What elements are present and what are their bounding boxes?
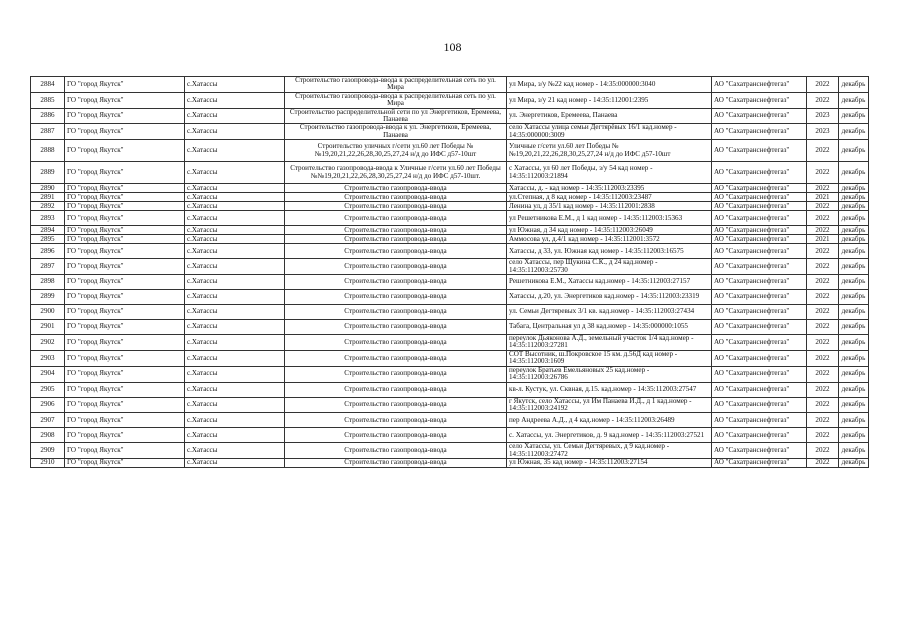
object-address-cell: Ленина ул, д 35/1 кад номер - 14:35:112001:2838 (507, 202, 712, 211)
settlement-cell: с.Хатассы (185, 290, 285, 305)
object-address-cell: село Хатассы, пер Щукина С.К., д 24 кад.номер - 14:35:112003:25730 (507, 259, 712, 275)
completion-year-cell: 2023 (807, 124, 839, 140)
owner-organization-cell: АО "Сахатранснефтегаз" (712, 140, 807, 162)
municipality-cell: ГО "город Якутск" (65, 124, 185, 140)
settlement-cell: с.Хатассы (185, 235, 285, 244)
completion-year-cell: 2022 (807, 140, 839, 162)
municipality-cell: ГО "город Якутск" (65, 275, 185, 290)
table-row (31, 397, 869, 413)
row-number-cell: 2910 (31, 459, 65, 468)
municipality-cell: ГО "город Якутск" (65, 226, 185, 235)
object-name-cell: Строительство газопровода-ввода (285, 202, 507, 211)
table-row (31, 366, 869, 382)
row-number-cell: 2891 (31, 193, 65, 202)
settlement-cell: с.Хатассы (185, 226, 285, 235)
table-row (31, 108, 869, 124)
completion-month-cell: декабрь (839, 320, 869, 335)
completion-month-cell: декабрь (839, 193, 869, 202)
settlement-cell: с.Хатассы (185, 350, 285, 366)
completion-month-cell: декабрь (839, 335, 869, 351)
owner-organization-cell: АО "Сахатранснефтегаз" (712, 211, 807, 226)
completion-month-cell: декабрь (839, 366, 869, 382)
completion-month-cell: декабрь (839, 259, 869, 275)
completion-year-cell: 2021 (807, 193, 839, 202)
municipality-cell: ГО "город Якутск" (65, 259, 185, 275)
object-address-cell: ул. Семьи Дегтяревых 3/1 кв. кад.номер - 14:35:112003:27434 (507, 305, 712, 320)
owner-organization-cell: АО "Сахатранснефтегаз" (712, 193, 807, 202)
table-row (31, 413, 869, 428)
completion-year-cell: 2022 (807, 413, 839, 428)
row-number-cell: 2908 (31, 428, 65, 443)
owner-organization-cell: АО "Сахатранснефтегаз" (712, 459, 807, 468)
owner-organization-cell: АО "Сахатранснефтегаз" (712, 226, 807, 235)
completion-month-cell: декабрь (839, 124, 869, 140)
object-name-cell: Строительство газопровода-ввода (285, 366, 507, 382)
object-name-cell: Строительство газопровода-ввода (285, 382, 507, 397)
municipality-cell: ГО "город Якутск" (65, 235, 185, 244)
municipality-cell: ГО "город Якутск" (65, 443, 185, 459)
object-address-cell: Хатассы, д 33, ул. Южная кад номер - 14:35:112003:16575 (507, 244, 712, 259)
owner-organization-cell: АО "Сахатранснефтегаз" (712, 244, 807, 259)
settlement-cell: с.Хатассы (185, 259, 285, 275)
row-number-cell: 2888 (31, 140, 65, 162)
owner-organization-cell: АО "Сахатранснефтегаз" (712, 382, 807, 397)
completion-month-cell: декабрь (839, 77, 869, 93)
municipality-cell: ГО "город Якутск" (65, 244, 185, 259)
table-row (31, 259, 869, 275)
object-name-cell: Строительство газопровода-ввода (285, 443, 507, 459)
completion-year-cell: 2022 (807, 259, 839, 275)
owner-organization-cell: АО "Сахатранснефтегаз" (712, 428, 807, 443)
owner-organization-cell: АО "Сахатранснефтегаз" (712, 413, 807, 428)
owner-organization-cell: АО "Сахатранснефтегаз" (712, 259, 807, 275)
settlement-cell: с.Хатассы (185, 275, 285, 290)
row-number-cell: 2904 (31, 366, 65, 382)
owner-organization-cell: АО "Сахатранснефтегаз" (712, 124, 807, 140)
completion-year-cell: 2022 (807, 397, 839, 413)
object-address-cell: переулок Дьяконова А.Д., земельный участок 1/4 кад.номер - 14:35:112003:27281 (507, 335, 712, 351)
municipality-cell: ГО "город Якутск" (65, 92, 185, 108)
owner-organization-cell: АО "Сахатранснефтегаз" (712, 235, 807, 244)
completion-month-cell: декабрь (839, 305, 869, 320)
municipality-cell: ГО "город Якутск" (65, 184, 185, 193)
completion-month-cell: декабрь (839, 290, 869, 305)
object-address-cell: Табага, Центральная ул д 38 кад.номер - 14:35:000000:1055 (507, 320, 712, 335)
object-address-cell: переулок Братьев Емельяновых 25 кад.номер - 14:35:112003:26786 (507, 366, 712, 382)
row-number-cell: 2906 (31, 397, 65, 413)
completion-month-cell: декабрь (839, 226, 869, 235)
completion-month-cell: декабрь (839, 350, 869, 366)
completion-month-cell: декабрь (839, 108, 869, 124)
owner-organization-cell: АО "Сахатранснефтегаз" (712, 366, 807, 382)
settlement-cell: с.Хатассы (185, 320, 285, 335)
completion-year-cell: 2022 (807, 290, 839, 305)
owner-organization-cell: АО "Сахатранснефтегаз" (712, 108, 807, 124)
completion-year-cell: 2022 (807, 443, 839, 459)
object-address-cell: с Хатассы, ул 60 лет Победы, з/у 54 кад номер - 14:35:112003:21894 (507, 162, 712, 184)
object-address-cell: с. Хатассы, ул. Энергетиков, д. 9 кад.номер - 14:35:112003:27521 (507, 428, 712, 443)
completion-year-cell: 2022 (807, 211, 839, 226)
object-name-cell: Строительство газопровода-ввода (285, 413, 507, 428)
row-number-cell: 2895 (31, 235, 65, 244)
table-row (31, 184, 869, 193)
completion-year-cell: 2022 (807, 77, 839, 93)
object-address-cell: село Хатассы улица семьи Дегтярёвых 16/1 кад.номер - 14:35:000000:3009 (507, 124, 712, 140)
object-address-cell: Решетникова Е.М., Хатассы кад.номер - 14:35:112003:27157 (507, 275, 712, 290)
table-row (31, 140, 869, 162)
row-number-cell: 2899 (31, 290, 65, 305)
object-name-cell: Строительство газопровода-ввода (285, 275, 507, 290)
completion-month-cell: декабрь (839, 162, 869, 184)
table-row (31, 124, 869, 140)
completion-year-cell: 2022 (807, 226, 839, 235)
row-number-cell: 2903 (31, 350, 65, 366)
settlement-cell: с.Хатассы (185, 443, 285, 459)
object-name-cell: Строительство распределительной сети по ул Энергетиков, Еремеева, Панаева (285, 108, 507, 124)
municipality-cell: ГО "город Якутск" (65, 211, 185, 226)
row-number-cell: 2894 (31, 226, 65, 235)
table-row (31, 92, 869, 108)
completion-year-cell: 2022 (807, 350, 839, 366)
completion-month-cell: декабрь (839, 443, 869, 459)
completion-month-cell: декабрь (839, 235, 869, 244)
completion-month-cell: декабрь (839, 382, 869, 397)
page-number: 108 (443, 40, 462, 54)
object-address-cell: пер Андреева А.Д., д 4 кад.номер - 14:35:112003:26489 (507, 413, 712, 428)
object-address-cell: Уличные г/сети ул.60 лет Победы №№19,20,21,22,26,28,30,25,27,24 н/д до ИФС д57-10шт (507, 140, 712, 162)
table-row (31, 211, 869, 226)
municipality-cell: ГО "город Якутск" (65, 350, 185, 366)
table-row (31, 428, 869, 443)
row-number-cell: 2885 (31, 92, 65, 108)
municipality-cell: ГО "город Якутск" (65, 320, 185, 335)
object-name-cell: Строительство газопровода-ввода (285, 193, 507, 202)
completion-year-cell: 2022 (807, 202, 839, 211)
row-number-cell: 2897 (31, 259, 65, 275)
object-name-cell: Строительство газопровода-ввода (285, 226, 507, 235)
owner-organization-cell: АО "Сахатранснефтегаз" (712, 92, 807, 108)
table-row (31, 162, 869, 184)
settlement-cell: с.Хатассы (185, 92, 285, 108)
completion-month-cell: декабрь (839, 184, 869, 193)
table-row (31, 202, 869, 211)
object-name-cell: Строительство газопровода-ввода (285, 350, 507, 366)
owner-organization-cell: АО "Сахатранснефтегаз" (712, 397, 807, 413)
municipality-cell: ГО "город Якутск" (65, 428, 185, 443)
municipality-cell: ГО "город Якутск" (65, 162, 185, 184)
object-name-cell: Строительство уличных г/сети ул.60 лет Победы №№19,20,21,22,26,28,30,25,27,24 н/д до ИФС д57-10шт (285, 140, 507, 162)
row-number-cell: 2892 (31, 202, 65, 211)
completion-year-cell: 2022 (807, 366, 839, 382)
settlement-cell: с.Хатассы (185, 397, 285, 413)
municipality-cell: ГО "город Якутск" (65, 305, 185, 320)
settlement-cell: с.Хатассы (185, 428, 285, 443)
settlement-cell: с.Хатассы (185, 335, 285, 351)
object-address-cell: Хатассы, д. - кад номер - 14:35:112003:23395 (507, 184, 712, 193)
municipality-cell: ГО "город Якутск" (65, 366, 185, 382)
completion-year-cell: 2022 (807, 162, 839, 184)
table-row (31, 226, 869, 235)
row-number-cell: 2898 (31, 275, 65, 290)
table-row (31, 235, 869, 244)
settlement-cell: с.Хатассы (185, 124, 285, 140)
settlement-cell: с.Хатассы (185, 140, 285, 162)
object-address-cell: г Якутск, село Хатассы, ул Им Панаева И.Д., д 1 кад.номер - 14:35:112003:24192 (507, 397, 712, 413)
object-address-cell: Аммосова ул, д.4/1 кад номер - 14:35:112001:3572 (507, 235, 712, 244)
municipality-cell: ГО "город Якутск" (65, 335, 185, 351)
row-number-cell: 2896 (31, 244, 65, 259)
object-address-cell: село Хатассы, ул. Семьи Дегтяревых, д 9 кад.номер - 14:35:112003:27472 (507, 443, 712, 459)
completion-month-cell: декабрь (839, 244, 869, 259)
table-row (31, 275, 869, 290)
object-address-cell: ул Мира, з/у №22 кад номер - 14:35:000000:3040 (507, 77, 712, 93)
settlement-cell: с.Хатассы (185, 382, 285, 397)
object-name-cell: Строительство газопровода-ввода (285, 244, 507, 259)
municipality-cell: ГО "город Якутск" (65, 413, 185, 428)
completion-month-cell: декабрь (839, 459, 869, 468)
completion-year-cell: 2022 (807, 184, 839, 193)
object-name-cell: Строительство газопровода-ввода (285, 397, 507, 413)
completion-month-cell: декабрь (839, 413, 869, 428)
owner-organization-cell: АО "Сахатранснефтегаз" (712, 443, 807, 459)
registry-body (31, 77, 869, 468)
object-name-cell: Строительство газопровода-ввода к Уличные г/сети ул.60 лет Победы №№19,20,21,22,26,28,30,25,27,24 н/д до ИФС д57-10шт. (285, 162, 507, 184)
table-row (31, 320, 869, 335)
owner-organization-cell: АО "Сахатранснефтегаз" (712, 290, 807, 305)
owner-organization-cell: АО "Сахатранснефтегаз" (712, 305, 807, 320)
owner-organization-cell: АО "Сахатранснефтегаз" (712, 202, 807, 211)
municipality-cell: ГО "город Якутск" (65, 397, 185, 413)
row-number-cell: 2893 (31, 211, 65, 226)
completion-month-cell: декабрь (839, 397, 869, 413)
settlement-cell: с.Хатассы (185, 108, 285, 124)
completion-month-cell: декабрь (839, 140, 869, 162)
completion-month-cell: декабрь (839, 92, 869, 108)
registry-table (30, 76, 869, 468)
completion-year-cell: 2022 (807, 92, 839, 108)
row-number-cell: 2884 (31, 77, 65, 93)
completion-year-cell: 2022 (807, 320, 839, 335)
row-number-cell: 2886 (31, 108, 65, 124)
municipality-cell: ГО "город Якутск" (65, 140, 185, 162)
object-address-cell: ул Мира, з/у 21 кад номер - 14:35:112001:2395 (507, 92, 712, 108)
row-number-cell: 2902 (31, 335, 65, 351)
row-number-cell: 2890 (31, 184, 65, 193)
object-name-cell: Строительство газопровода-ввода (285, 335, 507, 351)
completion-year-cell: 2022 (807, 244, 839, 259)
object-address-cell: ул. Энергетиков, Еремеева, Панаева (507, 108, 712, 124)
object-name-cell: Строительство газопровода-ввода (285, 259, 507, 275)
row-number-cell: 2900 (31, 305, 65, 320)
owner-organization-cell: АО "Сахатранснефтегаз" (712, 320, 807, 335)
object-address-cell: ул Решетникова Е.М., д 1 кад номер - 14:35:112003:15363 (507, 211, 712, 226)
settlement-cell: с.Хатассы (185, 366, 285, 382)
owner-organization-cell: АО "Сахатранснефтегаз" (712, 275, 807, 290)
settlement-cell: с.Хатассы (185, 184, 285, 193)
municipality-cell: ГО "город Якутск" (65, 77, 185, 93)
object-name-cell: Строительство газопровода-ввода к ул. Энергетиков, Еремеева, Панаева (285, 124, 507, 140)
completion-month-cell: декабрь (839, 202, 869, 211)
settlement-cell: с.Хатассы (185, 305, 285, 320)
settlement-cell: с.Хатассы (185, 77, 285, 93)
object-address-cell: кв-л. Кустук, ул. Сквная, д.15. кад.номер - 14:35:112003:27547 (507, 382, 712, 397)
owner-organization-cell: АО "Сахатранснефтегаз" (712, 335, 807, 351)
row-number-cell: 2889 (31, 162, 65, 184)
municipality-cell: ГО "город Якутск" (65, 290, 185, 305)
owner-organization-cell: АО "Сахатранснефтегаз" (712, 162, 807, 184)
object-name-cell: Строительство газопровода-ввода к распределительная сеть по ул. Мира (285, 77, 507, 93)
object-name-cell: Строительство газопровода-ввода (285, 428, 507, 443)
object-name-cell: Строительство газопровода-ввода (285, 211, 507, 226)
object-name-cell: Строительство газопровода-ввода к распределительная сеть по ул. Мира (285, 92, 507, 108)
table-row (31, 244, 869, 259)
row-number-cell: 2887 (31, 124, 65, 140)
object-address-cell: СОТ Высотник, ш.Покровское 15 км. д.56Д кад номер - 14:35:112003:1609 (507, 350, 712, 366)
completion-year-cell: 2023 (807, 108, 839, 124)
completion-year-cell: 2022 (807, 335, 839, 351)
completion-year-cell: 2022 (807, 428, 839, 443)
table-row (31, 193, 869, 202)
completion-year-cell: 2022 (807, 275, 839, 290)
object-address-cell: ул Южная, д 34 кад номер - 14:35:112003:26049 (507, 226, 712, 235)
object-name-cell: Строительство газопровода-ввода (285, 235, 507, 244)
table-row (31, 459, 869, 468)
row-number-cell: 2901 (31, 320, 65, 335)
table-row (31, 290, 869, 305)
municipality-cell: ГО "город Якутск" (65, 382, 185, 397)
settlement-cell: с.Хатассы (185, 244, 285, 259)
completion-month-cell: декабрь (839, 211, 869, 226)
completion-year-cell: 2022 (807, 459, 839, 468)
municipality-cell: ГО "город Якутск" (65, 459, 185, 468)
object-name-cell: Строительство газопровода-ввода (285, 305, 507, 320)
object-address-cell: ул Южная, 35 кад номер - 14:35:112003:27154 (507, 459, 712, 468)
municipality-cell: ГО "город Якутск" (65, 193, 185, 202)
owner-organization-cell: АО "Сахатранснефтегаз" (712, 350, 807, 366)
object-name-cell: Строительство газопровода-ввода (285, 320, 507, 335)
row-number-cell: 2909 (31, 443, 65, 459)
settlement-cell: с.Хатассы (185, 211, 285, 226)
owner-organization-cell: АО "Сахатранснефтегаз" (712, 184, 807, 193)
settlement-cell: с.Хатассы (185, 413, 285, 428)
settlement-cell: с.Хатассы (185, 193, 285, 202)
municipality-cell: ГО "город Якутск" (65, 202, 185, 211)
settlement-cell: с.Хатассы (185, 202, 285, 211)
row-number-cell: 2905 (31, 382, 65, 397)
table-row (31, 443, 869, 459)
table-row (31, 335, 869, 351)
object-address-cell: ул.Степная, д 8 кад номер - 14:35:112003:23487 (507, 193, 712, 202)
row-number-cell: 2907 (31, 413, 65, 428)
table-row (31, 77, 869, 93)
table-row (31, 382, 869, 397)
municipality-cell: ГО "город Якутск" (65, 108, 185, 124)
completion-month-cell: декабрь (839, 275, 869, 290)
completion-year-cell: 2022 (807, 305, 839, 320)
completion-year-cell: 2022 (807, 382, 839, 397)
object-name-cell: Строительство газопровода-ввода (285, 459, 507, 468)
table-row (31, 305, 869, 320)
settlement-cell: с.Хатассы (185, 459, 285, 468)
completion-month-cell: декабрь (839, 428, 869, 443)
completion-year-cell: 2021 (807, 235, 839, 244)
object-address-cell: Хатассы, д.20, ул. Энергетиков кад.номер - 14:35:112003:23319 (507, 290, 712, 305)
settlement-cell: с.Хатассы (185, 162, 285, 184)
object-name-cell: Строительство газопровода-ввода (285, 290, 507, 305)
object-name-cell: Строительство газопровода-ввода (285, 184, 507, 193)
table-row (31, 350, 869, 366)
owner-organization-cell: АО "Сахатранснефтегаз" (712, 77, 807, 93)
